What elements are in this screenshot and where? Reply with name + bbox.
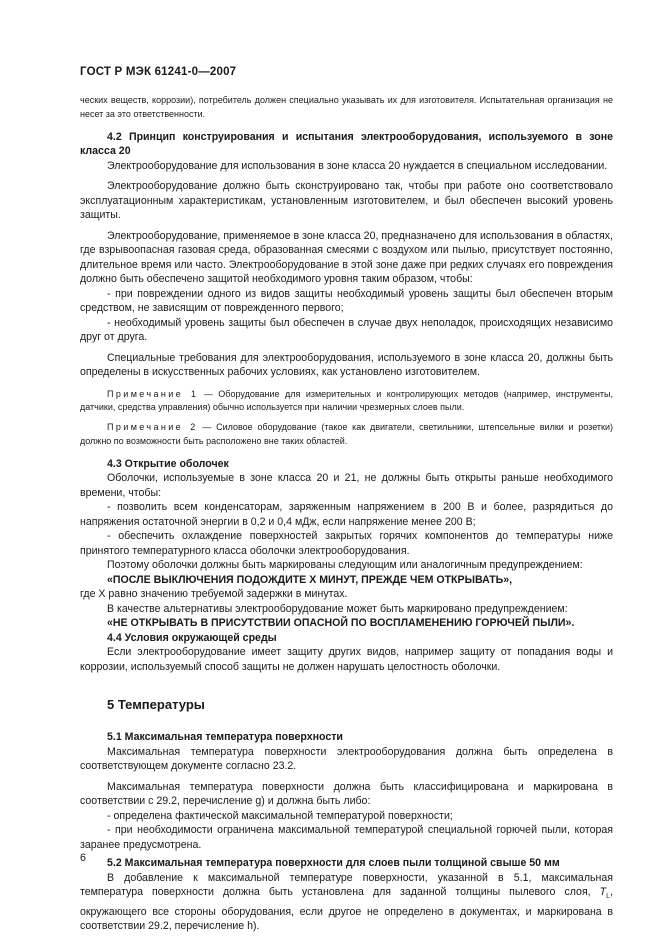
section-4-4-heading: 4.4 Условия окружающей среды	[107, 631, 277, 644]
intro-paragraph: ческих веществ, коррозии), потребитель должен специально указывать их для изготовителя. Испытательная организация не несет за это ответственности.	[80, 95, 613, 119]
section-5-2-text-b: , окружающего все стороны оборудования, если другое не определено в документах, и маркирована в соответствии 29.2, перечисление h).	[80, 886, 613, 933]
section-4-3-bullet-2: - обеспечить охлаждение поверхностей закрытых горячих компонентов до температуры ниже принятого температурного класса оболочки электрооборудования.	[80, 530, 613, 557]
warning-2: «НЕ ОТКРЫВАТЬ В ПРИСУТСТВИИ ОПАСНОЙ ПО ВОСПЛАМЕНЕНИЮ ГОРЮЧЕЙ ПЫЛИ».	[107, 617, 575, 630]
note-2-lead: Примечание 2	[107, 422, 198, 433]
page-number: 6	[80, 852, 86, 864]
section-5-2-paragraph-1	[80, 871, 613, 934]
dust-layer-symbol: T	[599, 886, 607, 899]
note-1	[80, 388, 613, 416]
section-5-1-bullet-2: - при необходимости ограничена максимальной температурой специальной горючей пыли, которая заранее предусмотрена.	[80, 824, 613, 851]
note-2	[80, 421, 613, 449]
page-content	[80, 94, 613, 934]
dust-layer-subscript: L	[606, 893, 611, 901]
note-2-text: — Силовое оборудование (такое как двигатели, светильники, штепсельные вилки и розетки) должно по возможности быть расположено вне таких областей.	[80, 422, 613, 446]
section-4-3-paragraph-2: Поэтому оболочки должны быть маркированы следующим или аналогичным предупреждением:	[107, 559, 583, 572]
section-4-2-paragraph-2: Электрооборудование должно быть сконструировано так, чтобы при работе оно соответствовало эксплуатационным характеристикам, установленным изготовителем, и был обеспечен высокий уровень защиты.	[80, 180, 613, 222]
section-4-2-heading: 4.2 Принцип конструирования и испытания электрооборудования, используемого в зоне класса 20	[80, 130, 613, 158]
section-4-2-bullet-2: - необходимый уровень защиты был обеспечен в случае двух неполадок, происходящих независимо друг от друга.	[80, 316, 613, 344]
section-5-1-paragraph-2: Максимальная температура поверхности должна быть классифицирована и маркирована в соответствии с 29.2, перечисление g) и должна быть либо:	[80, 780, 613, 808]
section-5-1-heading: 5.1 Максимальная температура поверхности	[107, 731, 343, 744]
section-5-heading: 5 Температуры	[107, 697, 205, 713]
section-5-2-heading: 5.2 Максимальная температура поверхности для слоев пыли толщиной свыше 50 мм	[107, 857, 560, 870]
section-5-1-bullet-1: - определена фактической максимальной температурой поверхности;	[107, 809, 453, 822]
warning-1: «ПОСЛЕ ВЫКЛЮЧЕНИЯ ПОДОЖДИТЕ Х МИНУТ, ПРЕЖДЕ ЧЕМ ОТКРЫВАТЬ»,	[107, 573, 513, 586]
section-5-1-paragraph-1: Максимальная температура поверхности электрооборудования должна быть определена в соответствующем документе согласно 23.2.	[80, 745, 613, 773]
section-4-3-bullet-1: - позволить всем конденсаторам, заряженным напряжением в 200 В и более, разрядиться до напряжения остаточной энергии в 0,2 и 0,4 мДж, если напряжение менее 200 В;	[80, 501, 613, 528]
section-4-3-paragraph-1: Оболочки, используемые в зоне класса 20 и 21, не должны быть открыты раньше необходимого времени, чтобы:	[80, 472, 613, 499]
section-4-3-heading: 4.3 Открытие оболочек	[107, 457, 229, 470]
section-4-2-paragraph-1: Электрооборудование для использования в зоне класса 20 нуждается в специальном исследовании.	[107, 159, 608, 172]
section-4-4-paragraph-1: Если электрооборудование имеет защиту других видов, например защиту от попадания воды и коррозии, используемый способ защиты не должен нарушать целостность оболочки.	[80, 646, 613, 673]
warning-1-explanation: где Х равно значению требуемой задержки в минутах.	[80, 588, 348, 601]
section-4-2-paragraph-4: Специальные требования для электрооборудования, используемого в зоне класса 20, должны быть определены в искусственных рабочих условиях, как установлено изготовителем.	[80, 351, 613, 379]
section-4-3-paragraph-3: В качестве альтернативы электрооборудование может быть маркировано предупреждением:	[107, 602, 568, 615]
section-4-2-bullet-1: - при повреждении одного из видов защиты необходимый уровень защиты был обеспечен вторым средством, не зависящим от поврежденного первого;	[80, 287, 613, 315]
note-1-text: — Оборудование для измерительных и контролирующих методов (например, инструменты, датчики, средства управления) обычно используется при наличии чрезмерных слоев пыли.	[80, 388, 614, 413]
section-5-2-text-a: В добавление к максимальной температуре поверхности, указанной в 5.1, максимальная температура поверхности должна быть установлена для заданной толщины пылевого слоя,	[80, 871, 613, 899]
page-header: ГОСТ Р МЭК 61241-0—2007	[80, 66, 237, 78]
note-1-lead: Примечание 1	[107, 388, 199, 399]
section-4-2-paragraph-3: Электрооборудование, применяемое в зоне класса 20, предназначено для использования в областях, где взрывоопасная газовая среда, образованная смесями с воздухом или пылью, присутствует постоянно, длительное время или часто. Электрооборудование в этой зоне даже при редких случаях его повреждения должно быть обеспечено защитой необходимого уровня таким образом, чтобы:	[80, 229, 613, 286]
